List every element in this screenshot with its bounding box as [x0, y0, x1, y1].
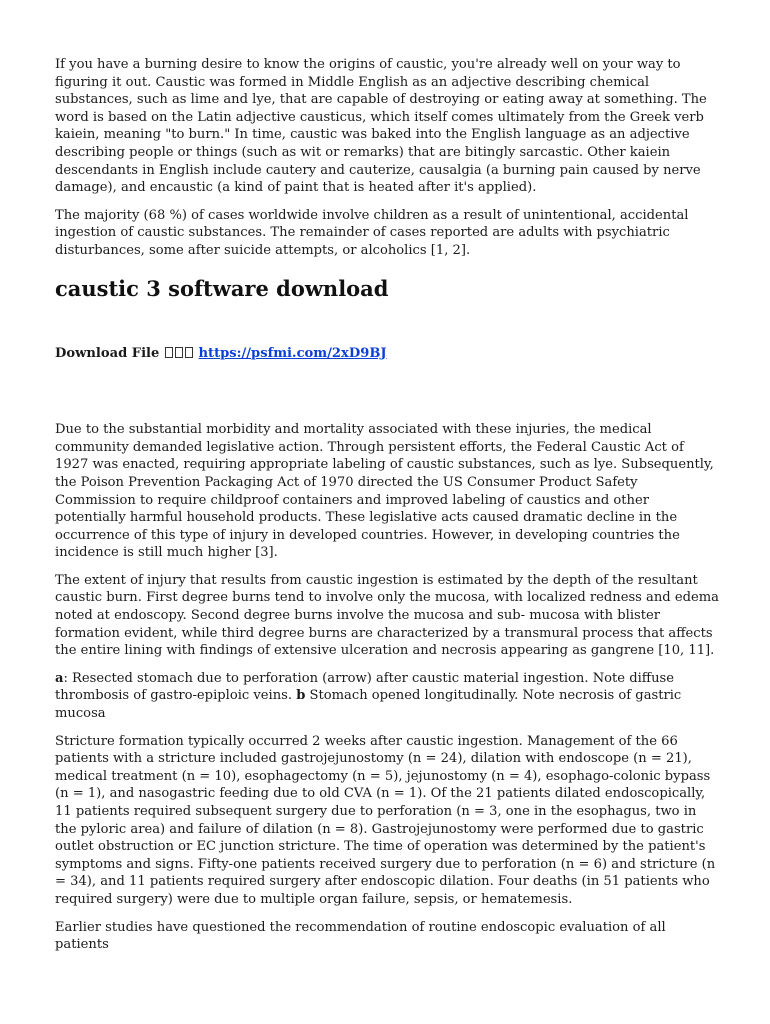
section-heading: caustic 3 software download [55, 275, 389, 301]
download-link[interactable]: https://psfmi.com/2xD9BJ [198, 345, 387, 361]
caption-a-label: a [55, 670, 64, 686]
paragraph-legislation: Due to the substantial morbidity and mortality associated with these injuries, the medical community demanded legislative action. Through persistent efforts, the Federal Caustic Act of 1927 was enacted, requiring appropriate labeling of caustic substances, such as lye. Subsequently, the Poison Prevention Packaging Act of 1970 directed the US Consumer Product Safety Commission to require childproof containers and improved labeling of caustics and other potentially harmful household products. These legislative acts caused dramatic decline in the occurrence of this type of injury in developed countries. However, in developing countries the incidence is still much higher [3]. [55, 422, 714, 561]
paragraph-caustic-origin: If you have a burning desire to know the origins of caustic, you're already well on your way to figuring it out. Caustic was formed in Middle English as an adjective describing chemical substances, such as lime and lye, that are capable of destroying or eating away at something. The word is based on the Latin adjective causticus, which itself comes ultimately from the Greek verb kaiein, meaning "to burn." In time, caustic was baked into the English language as an adjective describing people or things (such as wit or remarks) that are bitingly sarcastic. Other kaiein descendants in English include cautery and cauterize, causalgia (a burning pain caused by nerve damage), and encaustic (a kind of paint that is heated after it's applied). [55, 57, 707, 196]
download-label: Download File [55, 345, 160, 361]
caption-b-text: Stomach opened longitudinally. Note necrosis of gastric mucosa [55, 688, 682, 722]
caption-b-label: b [296, 688, 306, 704]
paragraph-burn-degrees: The extent of injury that results from caustic ingestion is estimated by the depth of the resultant caustic burn. First degree burns tend to involve only the mucosa, with localized redness and edema noted at endoscopy. Second degree burns involve the mucosa and sub- mucosa with blister formation evident, while third degree burns are characterized by a transmural process that affects the entire lining with findings of extensive ulceration and necrosis appearing as gangrene [10, 11]. [55, 572, 719, 659]
paragraph-epidemiology: The majority (68 %) of cases worldwide involve children as a result of unintentional, accidental ingestion of caustic substances. The remainder of cases reported are adults with psychiatric disturbances, some after suicide attempts, or alcoholics [1, 2]. [55, 207, 689, 258]
paragraph-stricture: Stricture formation typically occurred 2 weeks after caustic ingestion. Management of the 66 patients with a stricture included gastrojejunostomy (n = 24), dilation with endoscope (n = 21), medical treatment (n = 10), esophagectomy (n = 5), jejunostomy (n = 4), esophago-colonic bypass (n = 1), and nasogastric feeding due to old CVA (n = 1). Of the 21 patients dilated endoscopically, 11 patients required subsequent surgery due to perforation (n = 3, one in the esophagus, two in the pyloric area) and failure of dilation (n = 8). Gastrojejunostomy were performed due to gastric outlet obstruction or EC junction stricture. The time of operation was determined by the patient's symptoms and signs. Fifty-one patients received surgery due to perforation (n = 6) and stricture (n = 34), and 11 patients required surgery after endoscopic dilation. Four deaths (in 51 patients who required surgery) were due to multiple organ failure, sepsis, or hematemesis. [55, 733, 716, 907]
download-line [55, 345, 719, 363]
missing-glyph-icons [164, 346, 194, 361]
document-body [55, 56, 719, 954]
paragraph-endoscopy: Earlier studies have questioned the recommendation of routine endoscopic evaluation of all patients [55, 919, 666, 953]
figure-caption [55, 670, 719, 723]
caption-a-text: : Resected stomach due to perforation (arrow) after caustic material ingestion. Note diffuse thrombosis of gastro-epiploic veins. [55, 670, 674, 704]
